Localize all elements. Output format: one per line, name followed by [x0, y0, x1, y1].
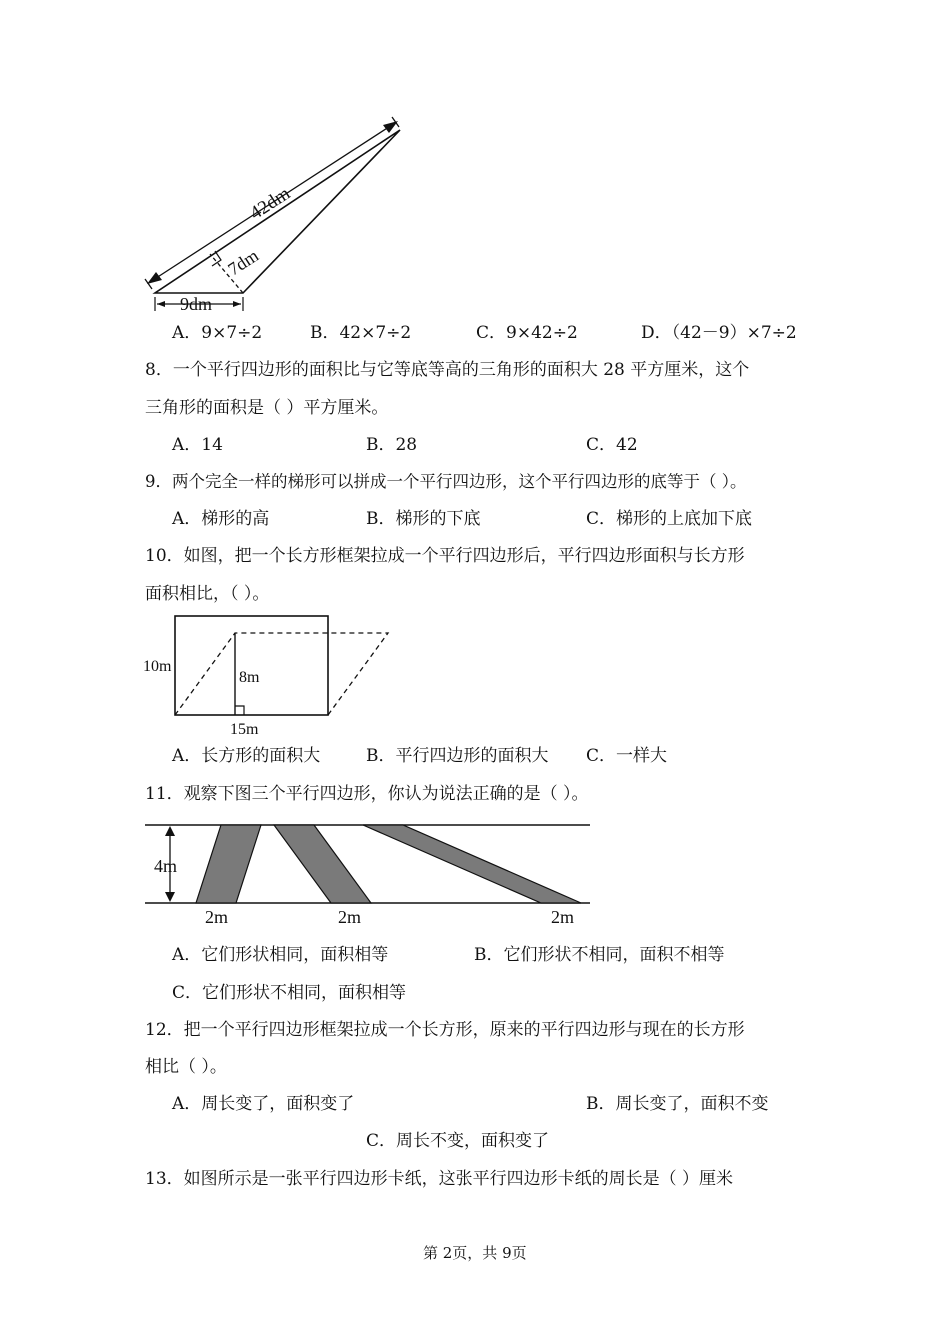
q10-option-c: C．一样大: [586, 746, 668, 766]
q7-option-a: A．9×7÷2: [172, 323, 263, 343]
q10-text-line1: 10．如图，把一个长方形框架拉成一个平行四边形后，平行四边形面积与长方形: [145, 546, 745, 566]
q8-option-b: B．28: [366, 435, 418, 455]
height-label: 7dm: [224, 245, 263, 280]
base-label-a: 2m: [205, 907, 229, 927]
parallelogram-3: [363, 825, 581, 903]
parallelogram-1: [196, 825, 261, 903]
q8-text-line2: 三角形的面积是（ ）平方厘米。: [145, 398, 389, 418]
height-label-2: 8m: [239, 669, 260, 686]
q10-option-a: A．长方形的面积大: [172, 746, 321, 766]
parallelogram-2: [274, 825, 371, 903]
q7-option-d: D．（42－9）×7÷2: [641, 323, 797, 343]
height-label-3: 4m: [154, 856, 178, 876]
q8-option-a: A．14: [172, 435, 223, 455]
q12-option-b: B．周长变了，面积不变: [586, 1094, 769, 1114]
q12-text-line1: 12．把一个平行四边形框架拉成一个长方形，原来的平行四边形与现在的长方形: [145, 1020, 745, 1040]
q10-text-line2: 面积相比，（ ）。: [145, 584, 270, 604]
base-label-c: 2m: [551, 907, 575, 927]
q11-option-a: A．它们形状相同，面积相等: [172, 945, 389, 965]
hyp-label: 42dm: [246, 183, 295, 225]
q8-option-c: C．42: [586, 435, 638, 455]
q8-text-line1: 8．一个平行四边形的面积比与它等底等高的三角形的面积大 28 平方厘米，这个: [145, 360, 750, 380]
q10-option-b: B．平行四边形的面积大: [366, 746, 549, 766]
q11-option-c: C．它们形状不相同，面积相等: [172, 983, 407, 1003]
q13-text-line1: 13．如图所示是一张平行四边形卡纸，这张平行四边形卡纸的周长是（ ）厘米: [145, 1169, 734, 1189]
q12-option-a: A．周长变了，面积变了: [172, 1094, 355, 1114]
height-arrow-up: [165, 826, 175, 836]
q12-option-c: C．周长不变，面积变了: [366, 1131, 550, 1151]
q11-option-b: B．它们形状不相同，面积不相等: [474, 945, 725, 965]
q7-option-b: B．42×7÷2: [310, 323, 412, 343]
height-arrow-down: [165, 892, 175, 902]
base-label-2: 15m: [230, 721, 259, 738]
q9-option-a: A．梯形的高: [172, 509, 270, 529]
q11-text-line1: 11．观察下图三个平行四边形，你认为说法正确的是（ ）。: [145, 784, 589, 804]
q9-option-b: B．梯形的下底: [366, 509, 481, 529]
q12-text-line2: 相比（ ）。: [145, 1057, 227, 1077]
q9-option-c: C．梯形的上底加下底: [586, 509, 753, 529]
q9-text-line1: 9．两个完全一样的梯形可以拼成一个平行四边形，这个平行四边形的底等于（ ）。: [145, 472, 747, 491]
base-label: 9dm: [180, 294, 213, 314]
side-label: 10m: [143, 658, 172, 675]
page-footer: 第 2页，共 9页: [423, 1244, 527, 1262]
q7-option-c: C．9×42÷2: [476, 323, 578, 343]
base-label-b: 2m: [338, 907, 362, 927]
